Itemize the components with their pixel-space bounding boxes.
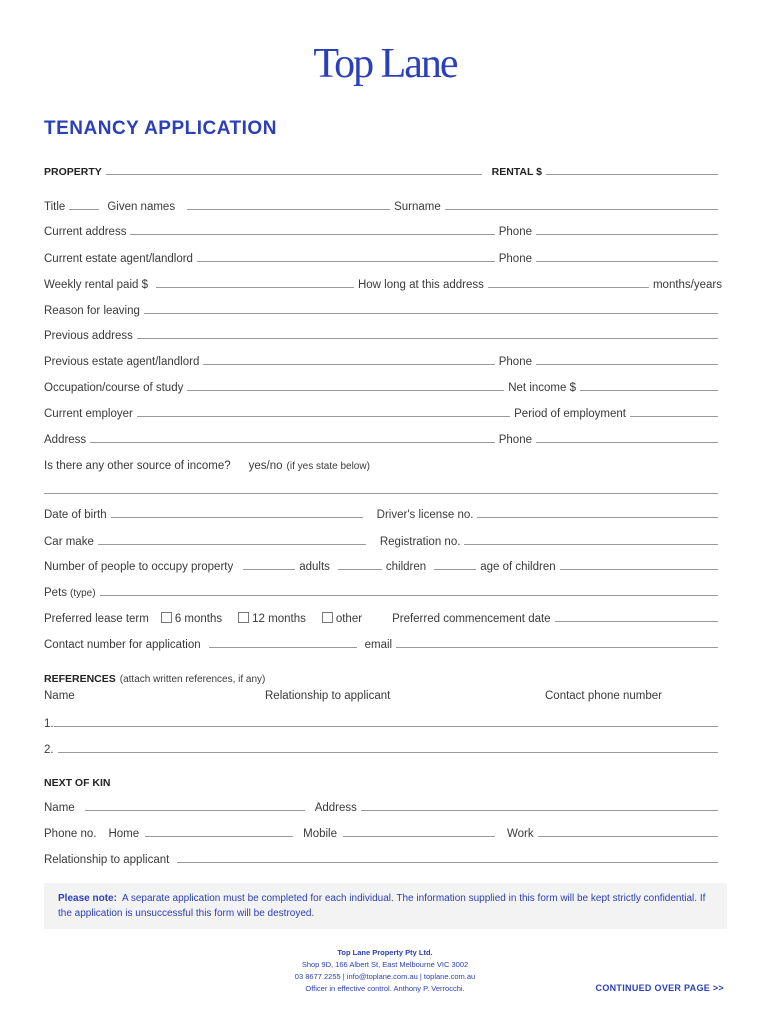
footer-officer: Officer in effective control. Anthony P. Verrocchi. <box>305 984 465 993</box>
other-income-field[interactable] <box>44 493 718 494</box>
children-field[interactable] <box>338 569 382 570</box>
employer-row <box>44 402 722 420</box>
footer-contact: 03 8677 2255 | info@toplane.com.au | toplane.com.au <box>294 972 476 981</box>
lease-term-label: Preferred lease term <box>44 613 149 625</box>
pets-label: Pets <box>44 587 68 599</box>
pets-field[interactable] <box>100 595 718 596</box>
company-logo: Top Lane <box>313 41 457 87</box>
kin-name-row <box>44 796 722 814</box>
pets-row <box>44 581 722 599</box>
reference-2-field[interactable] <box>58 752 718 753</box>
name-row <box>44 195 722 213</box>
age-children-field[interactable] <box>434 569 476 570</box>
privacy-note-text: A separate application must be completed for each individual. The information supplied in this form will be kept strictly confidential. If the application is unsuccessful this form will be destroyed. <box>58 893 706 919</box>
age-children-label: age of children <box>480 561 556 573</box>
kin-name-field[interactable] <box>85 810 305 811</box>
privacy-note <box>44 883 727 929</box>
twelve-months-label: 12 months <box>252 613 306 625</box>
pets-type-label: (type) <box>70 588 96 599</box>
employer-address-field[interactable] <box>90 442 495 443</box>
employer-label: Current employer <box>44 408 133 420</box>
net-income-field[interactable] <box>580 390 718 391</box>
reference-row-1-label: 1. <box>44 718 54 730</box>
kin-work-field[interactable] <box>538 836 718 837</box>
references-heading-row <box>44 667 722 685</box>
yes-no-label: yes/no <box>248 460 283 472</box>
next-of-kin-heading-row <box>44 771 722 789</box>
commencement-field[interactable] <box>555 621 718 622</box>
reason-row <box>44 299 722 317</box>
employer-address-row <box>44 428 722 446</box>
adults-field[interactable] <box>243 569 295 570</box>
if-yes-label: (if yes state below) <box>286 461 370 472</box>
agent-phone-field[interactable] <box>536 261 718 262</box>
privacy-note-label: Please note: <box>58 893 117 904</box>
period-employment-label: Period of employment <box>514 408 626 420</box>
rental-label: RENTAL $ <box>491 166 542 178</box>
reason-label: Reason for leaving <box>44 305 140 317</box>
previous-agent-label: Previous estate agent/landlord <box>44 356 200 368</box>
adults-label: adults <box>299 561 330 573</box>
rental-field[interactable] <box>546 174 718 175</box>
current-address-field[interactable] <box>130 234 494 235</box>
occupants-row <box>44 555 722 573</box>
twelve-months-checkbox[interactable] <box>238 612 249 623</box>
current-address-label: Current address <box>44 226 127 238</box>
occupation-label: Occupation/course of study <box>44 382 184 394</box>
previous-address-field[interactable] <box>137 338 718 339</box>
references-col-name: Name <box>44 690 75 702</box>
weekly-rental-row <box>44 273 722 291</box>
other-income-detail-row <box>44 479 722 497</box>
kin-mobile-label: Mobile <box>303 828 338 840</box>
kin-work-label: Work <box>507 828 534 840</box>
kin-mobile-field[interactable] <box>343 836 495 837</box>
footer <box>200 947 570 995</box>
six-months-label: 6 months <box>174 613 223 625</box>
references-heading: REFERENCES <box>44 673 116 685</box>
children-label: children <box>385 561 427 573</box>
phone-label: Phone <box>498 226 532 238</box>
age-children-detail-field[interactable] <box>560 569 718 570</box>
kin-address-field[interactable] <box>361 810 718 811</box>
employer-phone-field[interactable] <box>536 442 718 443</box>
dob-field[interactable] <box>111 517 363 518</box>
contact-number-label: Contact number for application <box>44 639 201 651</box>
surname-label: Surname <box>394 201 441 213</box>
num-people-label: Number of people to occupy property <box>44 561 234 573</box>
property-label: PROPERTY <box>44 166 102 178</box>
other-label: other <box>335 613 363 625</box>
reference-1-field[interactable] <box>54 726 718 727</box>
license-label: Driver's license no. <box>376 509 474 521</box>
title-label: Title <box>44 201 66 213</box>
continued-over-page: CONTINUED OVER PAGE >> <box>595 983 724 993</box>
employer-field[interactable] <box>137 416 510 417</box>
car-make-label: Car make <box>44 536 94 548</box>
reference-row-1 <box>44 712 722 730</box>
current-address-row <box>44 220 722 238</box>
contact-number-field[interactable] <box>209 647 357 648</box>
email-field[interactable] <box>396 647 718 648</box>
how-long-field[interactable] <box>488 287 649 288</box>
lease-term-row <box>44 607 722 625</box>
given-names-field[interactable] <box>187 209 390 210</box>
previous-address-label: Previous address <box>44 330 133 342</box>
previous-agent-field[interactable] <box>203 364 494 365</box>
kin-relationship-field[interactable] <box>177 862 718 863</box>
current-agent-row <box>44 247 722 265</box>
next-of-kin-heading: NEXT OF KIN <box>44 777 111 789</box>
title-field[interactable] <box>69 209 99 210</box>
contact-row <box>44 633 722 651</box>
registration-field[interactable] <box>464 544 718 545</box>
references-col-phone: Contact phone number <box>545 690 662 702</box>
current-agent-field[interactable] <box>197 261 495 262</box>
months-years-label: months/years <box>652 279 722 291</box>
property-field[interactable] <box>106 174 482 175</box>
page-title: TENANCY APPLICATION <box>44 118 277 139</box>
phone-field[interactable] <box>536 234 718 235</box>
dob-label: Date of birth <box>44 509 107 521</box>
previous-address-row <box>44 324 722 342</box>
employer-address-label: Address <box>44 434 87 446</box>
weekly-rental-field[interactable] <box>156 287 354 288</box>
reason-field[interactable] <box>144 313 718 314</box>
other-checkbox[interactable] <box>322 612 333 623</box>
kin-home-field[interactable] <box>145 836 293 837</box>
registration-label: Registration no. <box>379 536 461 548</box>
other-income-label: Is there any other source of income? <box>44 460 231 472</box>
previous-agent-row <box>44 350 722 368</box>
property-row <box>44 160 722 178</box>
given-names-label: Given names <box>107 201 176 213</box>
occupation-field[interactable] <box>187 390 504 391</box>
reference-row-2-label: 2. <box>44 744 54 756</box>
references-note: (attach written references, if any) <box>119 674 266 685</box>
footer-address: Shop 9D, 166 Albert St, East Melbourne VIC 3002 <box>301 960 469 969</box>
phone-label: Phone <box>498 253 532 265</box>
kin-phone-label: Phone no. <box>44 828 97 840</box>
how-long-label: How long at this address <box>357 279 484 291</box>
net-income-label: Net income $ <box>508 382 576 394</box>
kin-relationship-row <box>44 848 722 866</box>
weekly-rental-label: Weekly rental paid $ <box>44 279 148 291</box>
phone-label: Phone <box>498 356 532 368</box>
other-income-row <box>44 454 722 472</box>
footer-company: Top Lane Property Pty Ltd. <box>337 948 433 957</box>
kin-relationship-label: Relationship to applicant <box>44 854 170 866</box>
previous-agent-phone-field[interactable] <box>536 364 718 365</box>
kin-phone-row <box>44 822 722 840</box>
six-months-checkbox[interactable] <box>161 612 172 623</box>
license-field[interactable] <box>477 517 718 518</box>
email-label: email <box>364 639 393 651</box>
current-agent-label: Current estate agent/landlord <box>44 253 193 265</box>
kin-name-label: Name <box>44 802 75 814</box>
references-col-relationship: Relationship to applicant <box>265 690 391 702</box>
surname-field[interactable] <box>445 209 718 210</box>
car-row <box>44 530 722 548</box>
occupation-row <box>44 376 722 394</box>
car-make-field[interactable] <box>98 544 366 545</box>
reference-row-2 <box>44 738 722 756</box>
commencement-label: Preferred commencement date <box>392 613 551 625</box>
kin-home-label: Home <box>108 828 140 840</box>
phone-label: Phone <box>498 434 532 446</box>
kin-address-label: Address <box>314 802 357 814</box>
period-employment-field[interactable] <box>630 416 718 417</box>
dob-row <box>44 503 722 521</box>
